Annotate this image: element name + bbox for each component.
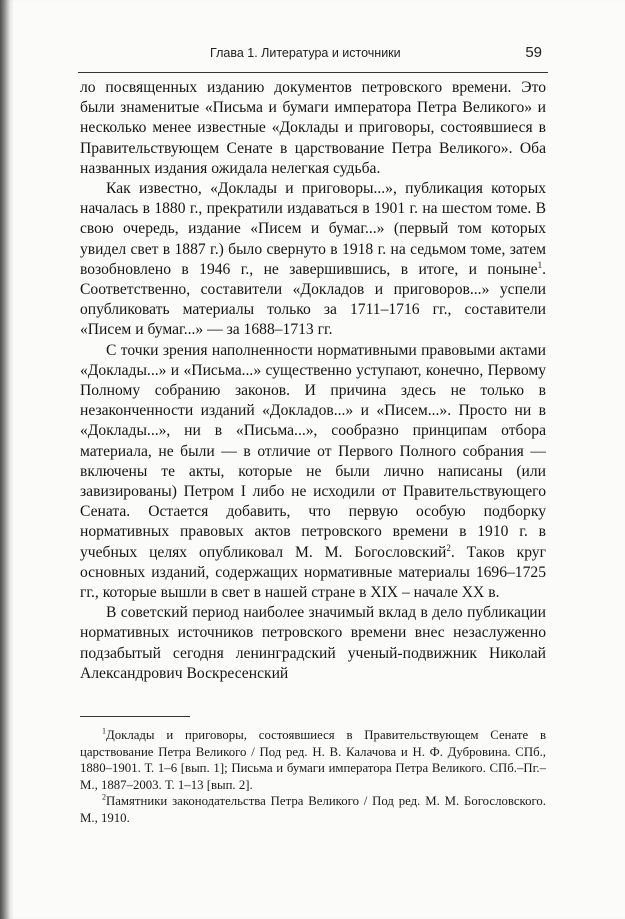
- footnote-ref-2[interactable]: 2: [446, 542, 451, 553]
- paragraph-2-text-a: Как известно, «Доклады и приговоры...», публикация которых началась в 1880 г., прекратили издаваться в 1901 г. на шестом томе. В свою очередь, издание «Писем и бумаг...» (первый том которых увидел свет в 1887 г.) было свернуто в 1918 г. на седьмом томе, затем возобновлено в 1946 г., не завершившись, в итоге, и поныне: [80, 180, 546, 278]
- running-title: Глава 1. Литература и источники: [210, 46, 401, 60]
- spine-shadow: [0, 0, 14, 919]
- footnote-2-mark: 2: [102, 793, 106, 803]
- paragraph-3: [80, 341, 546, 604]
- footnote-1: [80, 727, 546, 793]
- footnote-ref-1[interactable]: 1: [537, 259, 543, 270]
- paragraph-1: ло посвященных изданию документов петровского времени. Это были знаменитые «Письма и бумаги императора Петра Великого» и несколько менее известные «Доклады и приговоры, состоявшиеся в Правительствующем Сенате в царствование Петра Великого». Оба названных издания ожидала нелегкая судьба.: [80, 79, 546, 177]
- header-rule: [78, 72, 548, 73]
- paragraph-3-text-b: . Таков круг основных изданий, содержащих нормативные материалы 1696–1725 гг., которые вышли в свет в нашей стране в XIX – начале XX в.: [80, 543, 546, 602]
- paragraph-2: [80, 179, 546, 341]
- footnote-1-text: Доклады и приговоры, состоявшиеся в Правительствующем Сенате в царствование Петра Великого / Под ред. Н. В. Калачова и Н. Ф. Дубровина. СПб., 1880–1901. Т. 1–6 [вып. 1]; Письма и бумаги императора Петра Великого. СПб.–Пг.–М., 1887–2003. Т. 1–13 [вып. 2].: [80, 728, 546, 792]
- footnote-1-mark: 1: [102, 726, 106, 736]
- footnote-2-text: Памятники законодательства Петра Великого / Под ред. М. М. Богословского. М., 1910.: [80, 794, 546, 825]
- paragraph-2-text-b: . Соответственно, составители «Докладов и приговоров...» успели опубликовать материалы только за 1711–1716 гг., составители «Писем и бумаг...» — за 1688–1713 гг.: [80, 260, 546, 339]
- paragraph-4: В советский период наиболее значимый вклад в дело публикации нормативных источников петровского времени внес незаслуженно подзабытый сегодня ленинградский ученый-подвижник Николай Александрович Воскресенский: [80, 604, 546, 682]
- footnotes: [80, 727, 546, 827]
- page-number: 59: [525, 44, 542, 61]
- main-text: [80, 78, 546, 684]
- footnote-2: [80, 793, 546, 826]
- footnote-rule: [80, 716, 190, 717]
- paragraph-3-text-a: С точки зрения наполненности нормативными правовыми актами «Доклады...» и «Письма...» существенно уступают, конечно, Первому Полному собранию законов. И причина здесь не только в незаконченности изданий «Докладов...» и «Писем...». Просто ни в «Доклады...», ни в «Письма...», сообразно принципам отбора материала, не были — в отличие от Первого Полного собрания — включены те акты, которые не были лично написаны (или завизированы) Петром I либо не исходили от Правительствующего Сената. Остается добавить, что первую особую подборку нормативных правовых актов петровского времени в 1910 г. в учебных целях опубликовал М. М. Богословский: [80, 341, 546, 561]
- page-header: [78, 44, 548, 66]
